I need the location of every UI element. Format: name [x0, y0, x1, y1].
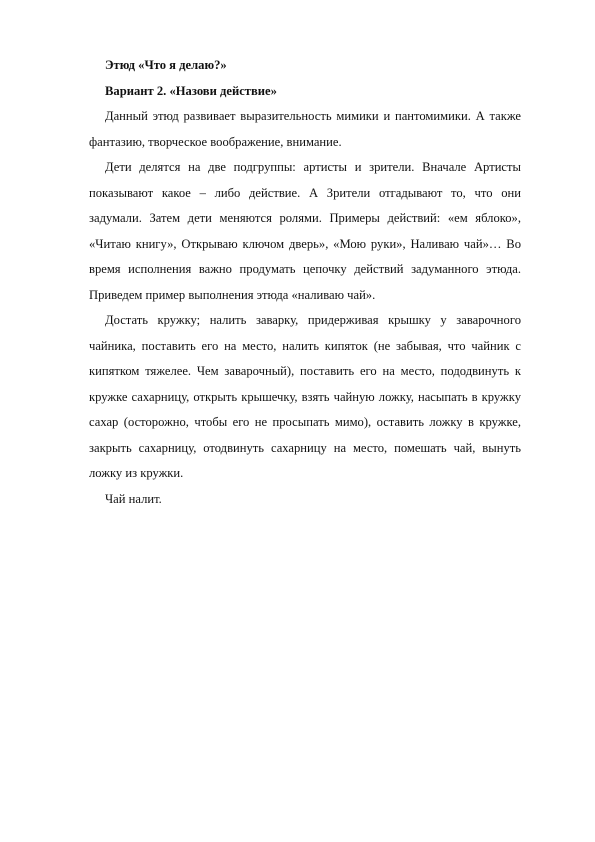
- document-body: [89, 53, 521, 512]
- paragraph-rules: Дети делятся на две подгруппы: артисты и зрители. Вначале Артисты показывают какое – либо действие. А Зрители отгадывают то, что они задумали. Затем дети меняются ролями. Примеры действий: «ем яблоко», «Читаю книгу», Открываю ключом дверь», «Мою руки», Наливаю чай»… Во время исполнения важно продумать цепочку действий задуманного этюда. Приведем пример выполнения этюда «наливаю чай».: [89, 160, 521, 302]
- paragraph-intro: Данный этюд развивает выразительность мимики и пантомимики. А также фантазию, творческое воображение, внимание.: [89, 109, 521, 149]
- paragraph-example: Достать кружку; налить заварку, придерживая крышку у заварочного чайника, поставить его на место, налить кипяток (не забывая, что чайник с кипятком тяжелее. Чем заварочный), поставить его на место, пододвинуть к кружке сахарницу, открыть крышечку, взять чайную ложку, насыпать в кружку сахар (осторожно, чтобы его не просыпать мимо), оставить ложку в кружке, закрыть сахарницу, отодвинуть сахарницу на место, помешать чай, вынуть ложку из кружки.: [89, 313, 521, 480]
- paragraph-conclusion: Чай налит.: [105, 491, 162, 506]
- document-subtitle: Вариант 2. «Назови действие»: [105, 83, 277, 98]
- document-title: Этюд «Что я делаю?»: [105, 58, 227, 72]
